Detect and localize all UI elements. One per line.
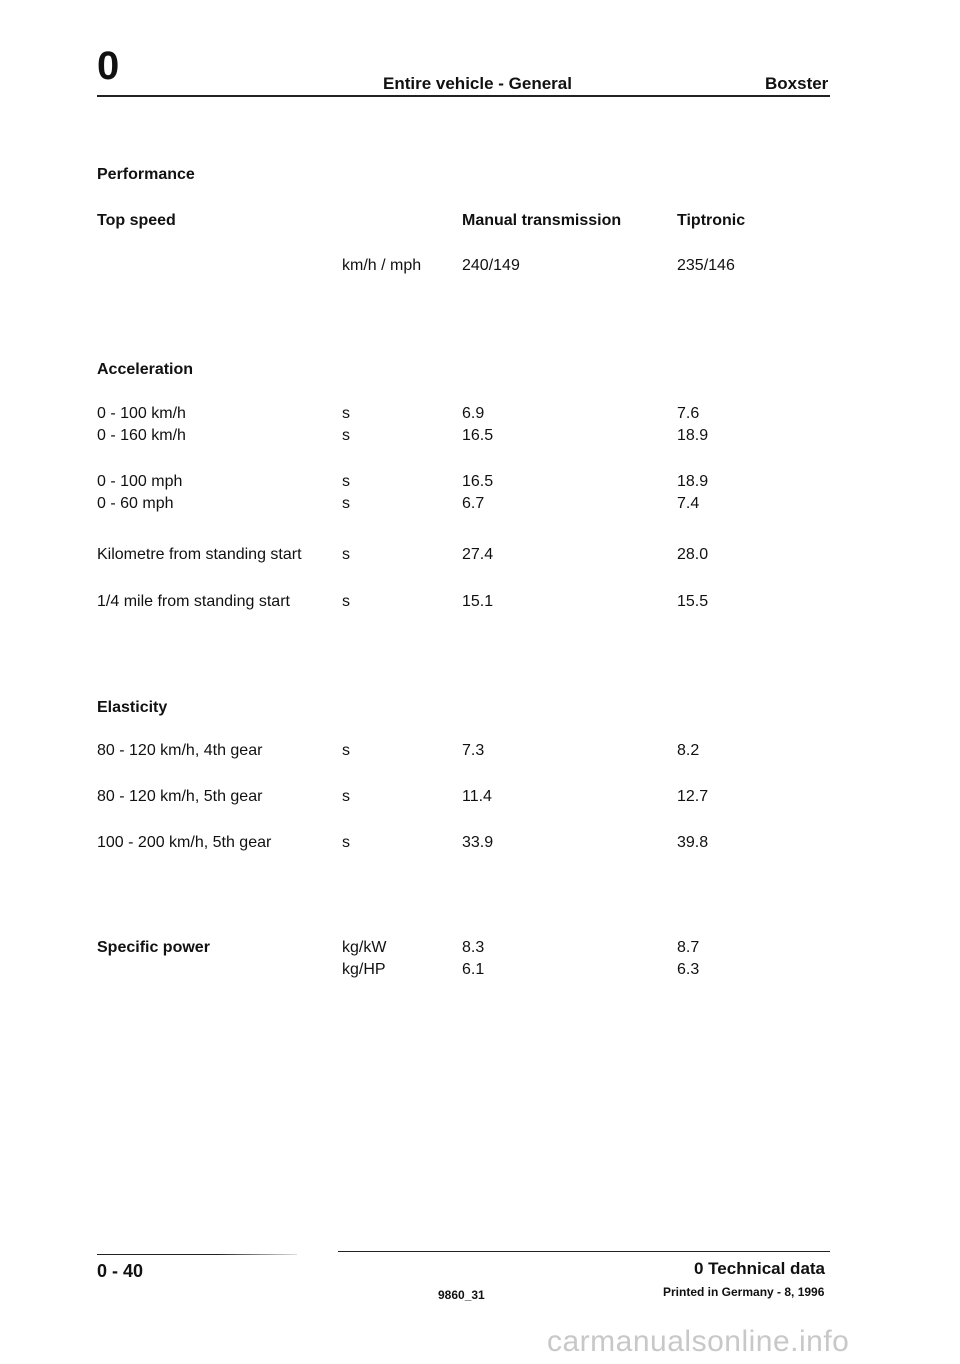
elasticity-row-label: 100 - 200 km/h, 5th gear	[97, 834, 272, 851]
col-manual-header: Manual transmission	[462, 212, 622, 229]
elasticity-row-manual: 33.9	[462, 834, 494, 851]
specific-power-manual: 8.3	[462, 939, 485, 956]
accel-row-label: 0 - 160 km/h	[97, 427, 186, 444]
accel-row-label: 1/4 mile from standing start	[97, 593, 290, 610]
elasticity-row-manual: 11.4	[462, 788, 492, 805]
accel-row-unit: s	[342, 473, 350, 490]
accel-row-label: Kilometre from standing start	[97, 546, 302, 563]
accel-row-tiptronic: 7.6	[677, 405, 700, 422]
accel-row-tiptronic: 28.0	[677, 546, 709, 563]
footer-rule-right	[338, 1251, 830, 1252]
elasticity-heading: Elasticity	[97, 699, 168, 716]
accel-row-unit: s	[342, 427, 350, 444]
top-speed-label: Top speed	[97, 212, 176, 229]
footer-rule-left	[97, 1254, 297, 1255]
top-speed-manual: 240/149	[462, 257, 520, 274]
accel-row-manual: 6.7	[462, 495, 485, 512]
accel-row-tiptronic: 7.4	[677, 495, 700, 512]
specific-power-label: Specific power	[97, 939, 210, 956]
acceleration-heading: Acceleration	[97, 361, 194, 378]
print-info: Printed in Germany - 8, 1996	[663, 1285, 825, 1299]
specific-power-tiptronic: 6.3	[677, 961, 700, 978]
accel-row-tiptronic: 18.9	[677, 427, 709, 444]
elasticity-row-manual: 7.3	[462, 742, 485, 759]
page-number: 0 - 40	[97, 1261, 144, 1281]
specific-power-manual: 6.1	[462, 961, 485, 978]
specific-power-unit: kg/HP	[342, 961, 386, 978]
accel-row-label: 0 - 100 km/h	[97, 405, 186, 422]
accel-row-unit: s	[342, 546, 350, 563]
performance-heading: Performance	[97, 166, 195, 183]
section-number: 0	[97, 44, 120, 88]
accel-row-tiptronic: 15.5	[677, 593, 709, 610]
watermark: carmanualsonline.info	[547, 1325, 850, 1358]
col-tiptronic-header: Tiptronic	[677, 212, 746, 229]
accel-row-manual: 27.4	[462, 546, 494, 563]
elasticity-row-unit: s	[342, 834, 350, 851]
elasticity-row-unit: s	[342, 788, 350, 805]
elasticity-row-tiptronic: 12.7	[677, 788, 709, 805]
accel-row-unit: s	[342, 405, 350, 422]
model-name: Boxster	[765, 74, 829, 93]
elasticity-row-label: 80 - 120 km/h, 4th gear	[97, 742, 263, 759]
accel-row-manual: 6.9	[462, 405, 485, 422]
accel-row-manual: 16.5	[462, 427, 494, 444]
top-speed-tiptronic: 235/146	[677, 257, 735, 274]
accel-row-manual: 15.1	[462, 593, 494, 610]
elasticity-row-label: 80 - 120 km/h, 5th gear	[97, 788, 263, 805]
header-rule	[97, 95, 830, 97]
accel-row-tiptronic: 18.9	[677, 473, 709, 490]
accel-row-unit: s	[342, 593, 350, 610]
specific-power-tiptronic: 8.7	[677, 939, 700, 956]
doc-code: 9860_31	[438, 1288, 485, 1302]
footer-section: 0 Technical data	[694, 1259, 826, 1278]
elasticity-row-tiptronic: 39.8	[677, 834, 709, 851]
elasticity-row-tiptronic: 8.2	[677, 742, 700, 759]
accel-row-unit: s	[342, 495, 350, 512]
accel-row-label: 0 - 100 mph	[97, 473, 183, 490]
page-title: Entire vehicle - General	[383, 74, 572, 93]
accel-row-label: 0 - 60 mph	[97, 495, 174, 512]
specific-power-unit: kg/kW	[342, 939, 387, 956]
accel-row-manual: 16.5	[462, 473, 494, 490]
elasticity-row-unit: s	[342, 742, 350, 759]
top-speed-unit: km/h / mph	[342, 257, 422, 274]
